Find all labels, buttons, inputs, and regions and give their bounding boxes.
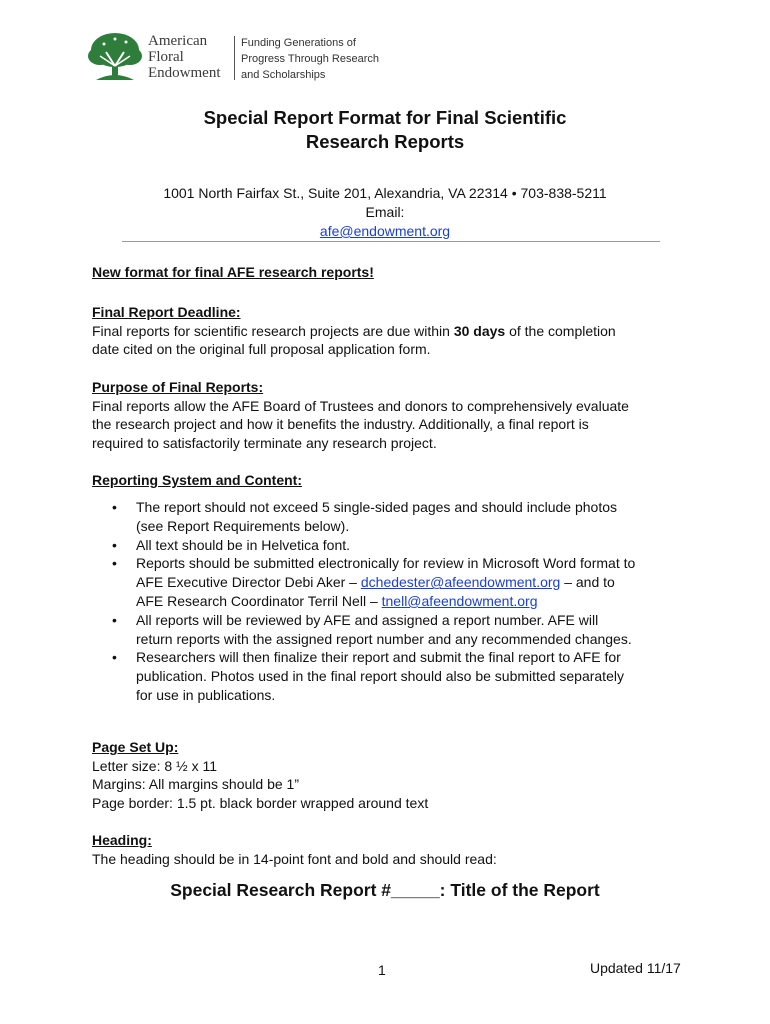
list-item-text: The report should not exceed 5 single-sided pages and should include photos xyxy=(136,499,617,515)
list-item-text: All text should be in Helvetica font. xyxy=(136,536,351,553)
deadline-text-part: Final reports for scientific research projects are due within xyxy=(92,322,454,339)
deadline-section xyxy=(92,303,692,359)
purpose-heading: Purpose of Final Reports: xyxy=(92,379,264,395)
intro-section xyxy=(92,263,692,282)
email-line xyxy=(0,203,770,241)
heading-section-heading: Heading: xyxy=(92,832,152,848)
director-email-link[interactable]: dchedester@afeendowment.org xyxy=(360,574,561,591)
list-item-text xyxy=(136,573,635,592)
logo-tagline-line: and Scholarships xyxy=(241,69,326,81)
list-item-text-part: – and to xyxy=(560,574,615,591)
page-setup-text: Margins: All margins should be 1” xyxy=(92,776,299,792)
header-divider xyxy=(122,241,660,242)
address-line: 1001 North Fairfax St., Suite 201, Alexandria, VA 22314 • 703-838-5211 xyxy=(163,185,607,201)
logo-tagline-line: Funding Generations of xyxy=(241,37,356,49)
page-setup-text: Letter size: 8 ½ x 11 xyxy=(92,757,218,774)
list-item-text-part: AFE Research Coordinator Terril Nell – xyxy=(136,592,382,609)
document-title xyxy=(0,106,770,154)
coordinator-email-link[interactable]: tnell@afeendowment.org xyxy=(381,592,538,609)
list-item-text: return reports with the assigned report number and any recommended changes. xyxy=(136,630,632,647)
intro-heading: New format for final AFE research reports! xyxy=(92,264,374,280)
bullet-icon: • xyxy=(112,611,117,628)
list-item-text: Reports should be submitted electronically for review in Microsoft Word format to xyxy=(136,555,636,572)
list-item-text: All reports will be reviewed by AFE and assigned a report number. AFE will xyxy=(136,611,599,628)
logo-name xyxy=(148,33,236,81)
deadline-text xyxy=(92,322,692,341)
logo-tagline xyxy=(241,35,391,83)
purpose-text: Final reports allow the AFE Board of Trustees and donors to comprehensively evaluate xyxy=(92,397,629,414)
list-item xyxy=(108,554,635,610)
deadline-days: 30 days xyxy=(453,322,506,339)
deadline-heading: Final Report Deadline: xyxy=(92,304,241,320)
bullet-icon: • xyxy=(112,536,117,553)
afe-logo xyxy=(86,30,386,86)
logo-name-line: Floral xyxy=(148,49,184,65)
heading-section xyxy=(92,831,692,868)
logo-name-line: Endowment xyxy=(148,65,221,81)
title-line: Special Report Format for Final Scientific xyxy=(203,107,567,128)
logo-divider xyxy=(234,36,235,80)
contact-info xyxy=(0,184,770,241)
email-link[interactable]: afe@endowment.org xyxy=(319,223,451,239)
logo-tagline-line: Progress Through Research xyxy=(241,53,379,65)
deadline-text-part: of the completion xyxy=(505,322,616,339)
list-item-text xyxy=(136,592,635,611)
list-item xyxy=(108,648,635,704)
reporting-heading: Reporting System and Content: xyxy=(92,472,303,488)
list-item-text: publication. Photos used in the final report should also be submitted separately xyxy=(136,668,624,685)
reporting-list xyxy=(108,498,635,705)
page-setup-heading: Page Set Up: xyxy=(92,739,179,755)
list-item-text: (see Report Requirements below). xyxy=(136,517,350,534)
list-item-text: Researchers will then finalize their report and submit the final report to AFE for xyxy=(136,649,621,666)
bullet-icon: • xyxy=(112,555,117,572)
purpose-text: required to satisfactorily terminate any research project. xyxy=(92,434,437,451)
list-item xyxy=(108,611,635,649)
list-item xyxy=(108,498,635,536)
reporting-section xyxy=(92,471,692,490)
report-heading-example: Special Research Report #_____: Title of the Report xyxy=(170,880,600,900)
deadline-text: date cited on the original full proposal application form. xyxy=(92,341,431,357)
list-item xyxy=(108,536,635,555)
purpose-text: the research project and how it benefits the industry. Additionally, a final report is xyxy=(92,416,589,432)
title-line: Research Reports xyxy=(305,131,465,152)
list-item-text: for use in publications. xyxy=(136,686,276,703)
page-number: 1 xyxy=(378,962,386,978)
page-setup-text: Page border: 1.5 pt. black border wrapped around text xyxy=(92,794,429,811)
tree-logo-icon xyxy=(86,30,144,84)
purpose-section xyxy=(92,378,692,452)
bullet-icon: • xyxy=(112,499,117,515)
email-label: Email: xyxy=(365,204,405,220)
bullet-icon: • xyxy=(112,649,117,666)
list-item-text-part: AFE Executive Director Debi Aker – xyxy=(136,574,361,591)
logo-name-line: American xyxy=(148,33,208,49)
heading-section-text: The heading should be in 14-point font and bold and should read: xyxy=(92,850,497,867)
page-setup-section xyxy=(92,738,692,812)
updated-date: Updated 11/17 xyxy=(590,960,681,976)
